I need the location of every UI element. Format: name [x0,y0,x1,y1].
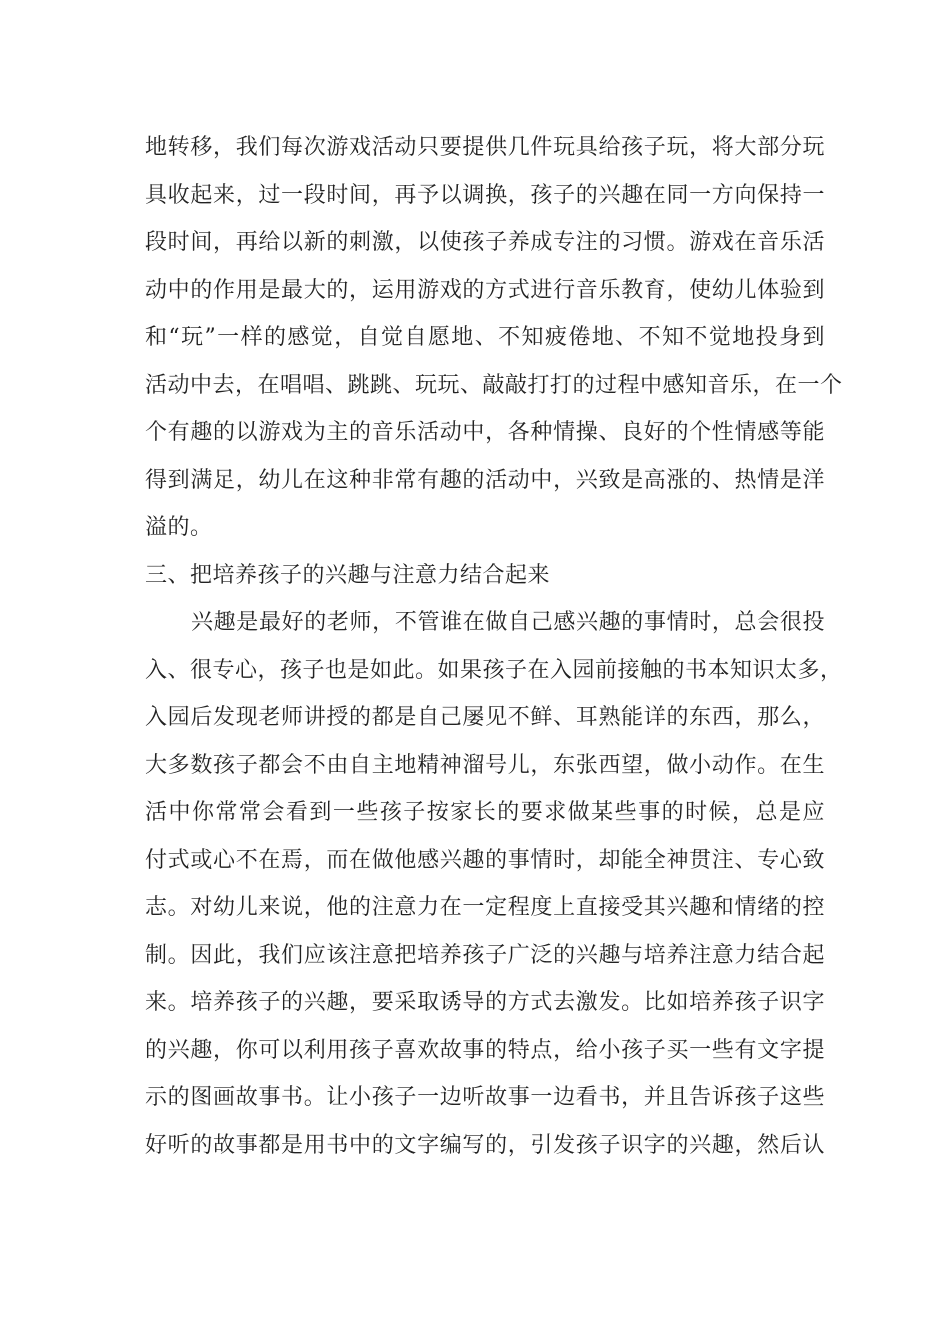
text-line: 来。培养孩子的兴趣，要采取诱导的方式去激发。比如培养孩子识字 [145,990,825,1015]
text-line: 大多数孩子都会不由自主地精神溜号儿，东张西望，做小动作。在生 [145,752,825,778]
text-line: 地转移，我们每次游戏活动只要提供几件玩具给孩子玩，将大部分玩 [145,135,825,160]
text-line: 志。对幼儿来说，他的注意力在一定程度上直接受其兴趣和情绪的控 [145,895,825,920]
paragraph-first-line: 兴趣是最好的老师，不管谁在做自己感兴趣的事情时，总会很投 [191,610,825,635]
text-line: 好听的故事都是用书中的文字编写的，引发孩子识字的兴趣，然后认 [145,1132,825,1158]
text-line: 示的图画故事书。让小孩子一边听故事一边看书，并且告诉孩子这些 [145,1085,825,1110]
text-line: 动中的作用是最大的，运用游戏的方式进行音乐教育，使幼儿体验到 [145,277,825,303]
text-line: 段时间，再给以新的刺激，以使孩子养成专注的习惯。游戏在音乐活 [145,230,825,255]
text-line: 入园后发现老师讲授的都是自己屡见不鲜、耳熟能详的东西，那么， [145,705,825,730]
text-line: 溢的。 [145,515,213,540]
text-line: 活动中去，在唱唱、跳跳、玩玩、敲敲打打的过程中感知音乐，在一个 [145,372,843,398]
text-line: 制。因此，我们应该注意把培养孩子广泛的兴趣与培养注意力结合起 [145,942,825,968]
body-text [145,124,843,1169]
text-line: 得到满足，幼儿在这种非常有趣的活动中，兴致是高涨的、热情是洋 [145,467,825,493]
text-line: 和“玩”一样的感觉，自觉自愿地、不知疲倦地、不知不觉地投身到 [145,325,825,350]
section-heading: 三、把培养孩子的兴趣与注意力结合起来 [145,562,551,588]
text-line: 的兴趣，你可以利用孩子喜欢故事的特点，给小孩子买一些有文字提 [145,1037,825,1063]
text-line: 活中你常常会看到一些孩子按家长的要求做某些事的时候，总是应 [145,800,825,825]
text-line: 付式或心不在焉，而在做他感兴趣的事情时，却能全神贯注、专心致 [145,847,825,873]
text-line: 个有趣的以游戏为主的音乐活动中，各种情操、良好的个性情感等能 [145,420,825,445]
text-line: 入、很专心，孩子也是如此。如果孩子在入园前接触的书本知识太多， [145,657,843,683]
text-line: 具收起来，过一段时间，再予以调换，孩子的兴趣在同一方向保持一 [145,182,825,208]
